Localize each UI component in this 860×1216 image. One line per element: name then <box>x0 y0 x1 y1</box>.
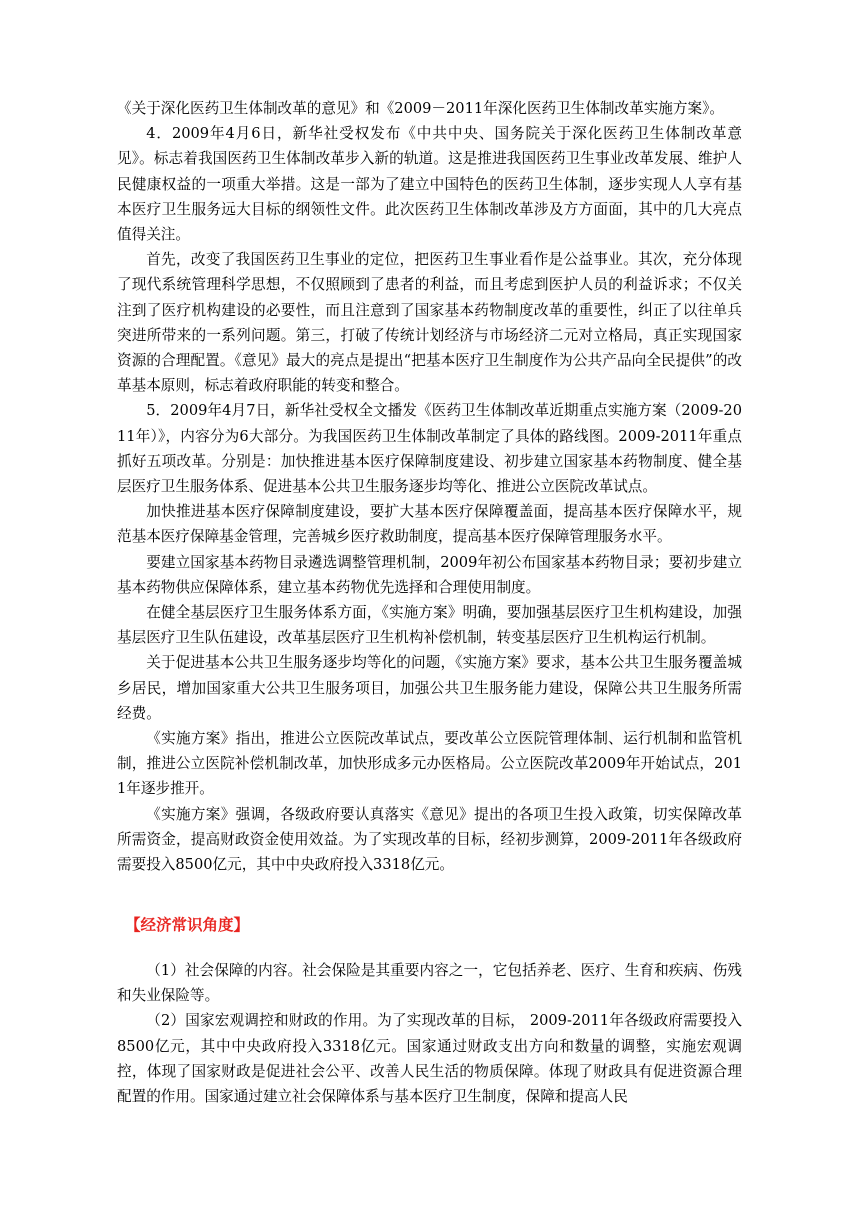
paragraph-highlights: 首先，改变了我国医药卫生事业的定位，把医药卫生事业看作是公益事业。其次，充分体现了现代系统管理科学思想，不仅照顾到了患者的利益，而且考虑到医护人员的利益诉求；不仅关注到了医疗机构建设的必要性，而且注意到了国家基本药物制度改革的重要性，纠正了以往单兵突进所带来的一系列问题。第三，打破了传统计划经济与市场经济二元对立格局，真正实现国家资源的合理配置。《意见》最大的亮点是提出“把基本医疗卫生制度作为公共产品向全民提供”的改革基本原则，标志着政府职能的转变和整合。 <box>117 251 742 395</box>
paragraph-essential-drugs: 要建立国家基本药物目录遴选调整管理机制，2009年初公布国家基本药物目录；要初步建立基本药物供应保障体系，建立基本药物优先选择和合理使用制度。 <box>117 553 742 596</box>
paragraph-macro-control: （2）国家宏观调控和财政的作用。为了实现改革的目标， 2009-2011年各级政府需要投入8500亿元，其中中央政府投入3318亿元。国家通过财政支出方向和数量的调整，实施宏观调控，体现了国家财政是促进社会公平、改善人民生活的物质保障。体现了财政具有促进资源合理配置的作用。国家通过建立社会保障体系与基本医疗卫生制度，保障和提高人民 <box>117 1012 742 1106</box>
paragraph-point-4: 4．2009年4月6日，新华社受权发布《中共中央、国务院关于深化医药卫生体制改革意见》。标志着我国医药卫生体制改革步入新的轨道。这是推进我国医药卫生事业改革发展、维护人民健康权益的一项重大举措。这是一部为了建立中国特色的医药卫生体制，逐步实现人人享有基本医疗卫生服务远大目标的纲领性文件。此次医药卫生体制改革涉及方方面面，其中的几大亮点值得关注。 <box>117 125 742 244</box>
paragraph-medical-insurance: 加快推进基本医疗保障制度建设，要扩大基本医疗保障覆盖面，提高基本医疗保障水平，规范基本医疗保障基金管理，完善城乡医疗救助制度，提高基本医疗保障管理服务水平。 <box>117 503 742 546</box>
paragraph-point-5: 5．2009年4月7日，新华社受权全文播发《医药卫生体制改革近期重点实施方案（2009-2011年）》，内容分为6大部分。为我国医药卫生体制改革制定了具体的路线图。2009-2011年重点抓好五项改革。分别是：加快推进基本医疗保障制度建设、初步建立国家基本药物制度、健全基层医疗卫生服务体系、促进基本公共卫生服务逐步均等化、推进公立医院改革试点。 <box>117 402 742 496</box>
paragraph-funding: 《实施方案》强调，各级政府要认真落实《意见》提出的各项卫生投入政策，切实保障改革所需资金，提高财政资金使用效益。为了实现改革的目标，经初步测算，2009-2011年各级政府需要投入8500亿元，其中中央政府投入3318亿元。 <box>117 805 742 874</box>
paragraph-social-security: （1）社会保障的内容。社会保险是其重要内容之一，它包括养老、医疗、生育和疾病、伤残和失业保险等。 <box>117 962 742 1005</box>
paragraph-plan-titles: 《关于深化医药卫生体制改革的意见》和《2009－2011年深化医药卫生体制改革实施方案》。 <box>117 100 724 117</box>
paragraph-public-hospitals: 《实施方案》指出，推进公立医院改革试点，要改革公立医院管理体制、运行机制和监管机制，推进公立医院补偿机制改革，加快形成多元办医格局。公立医院改革2009年开始试点，2011年逐步推开。 <box>117 730 742 798</box>
document-body <box>117 96 742 877</box>
paragraph-primary-care: 在健全基层医疗卫生服务体系方面，《实施方案》明确，要加强基层医疗卫生机构建设，加强基层医疗卫生队伍建设，改革基层医疗卫生机构补偿机制，转变基层医疗卫生机构运行机制。 <box>117 604 742 647</box>
economics-section <box>117 958 742 1109</box>
paragraph-public-health: 关于促进基本公共卫生服务逐步均等化的问题，《实施方案》要求，基本公共卫生服务覆盖城乡居民，增加国家重大公共卫生服务项目，加强公共卫生服务能力建设，保障公共卫生服务所需经费。 <box>117 654 742 722</box>
section-heading: 【经济常识角度】 <box>125 916 250 934</box>
